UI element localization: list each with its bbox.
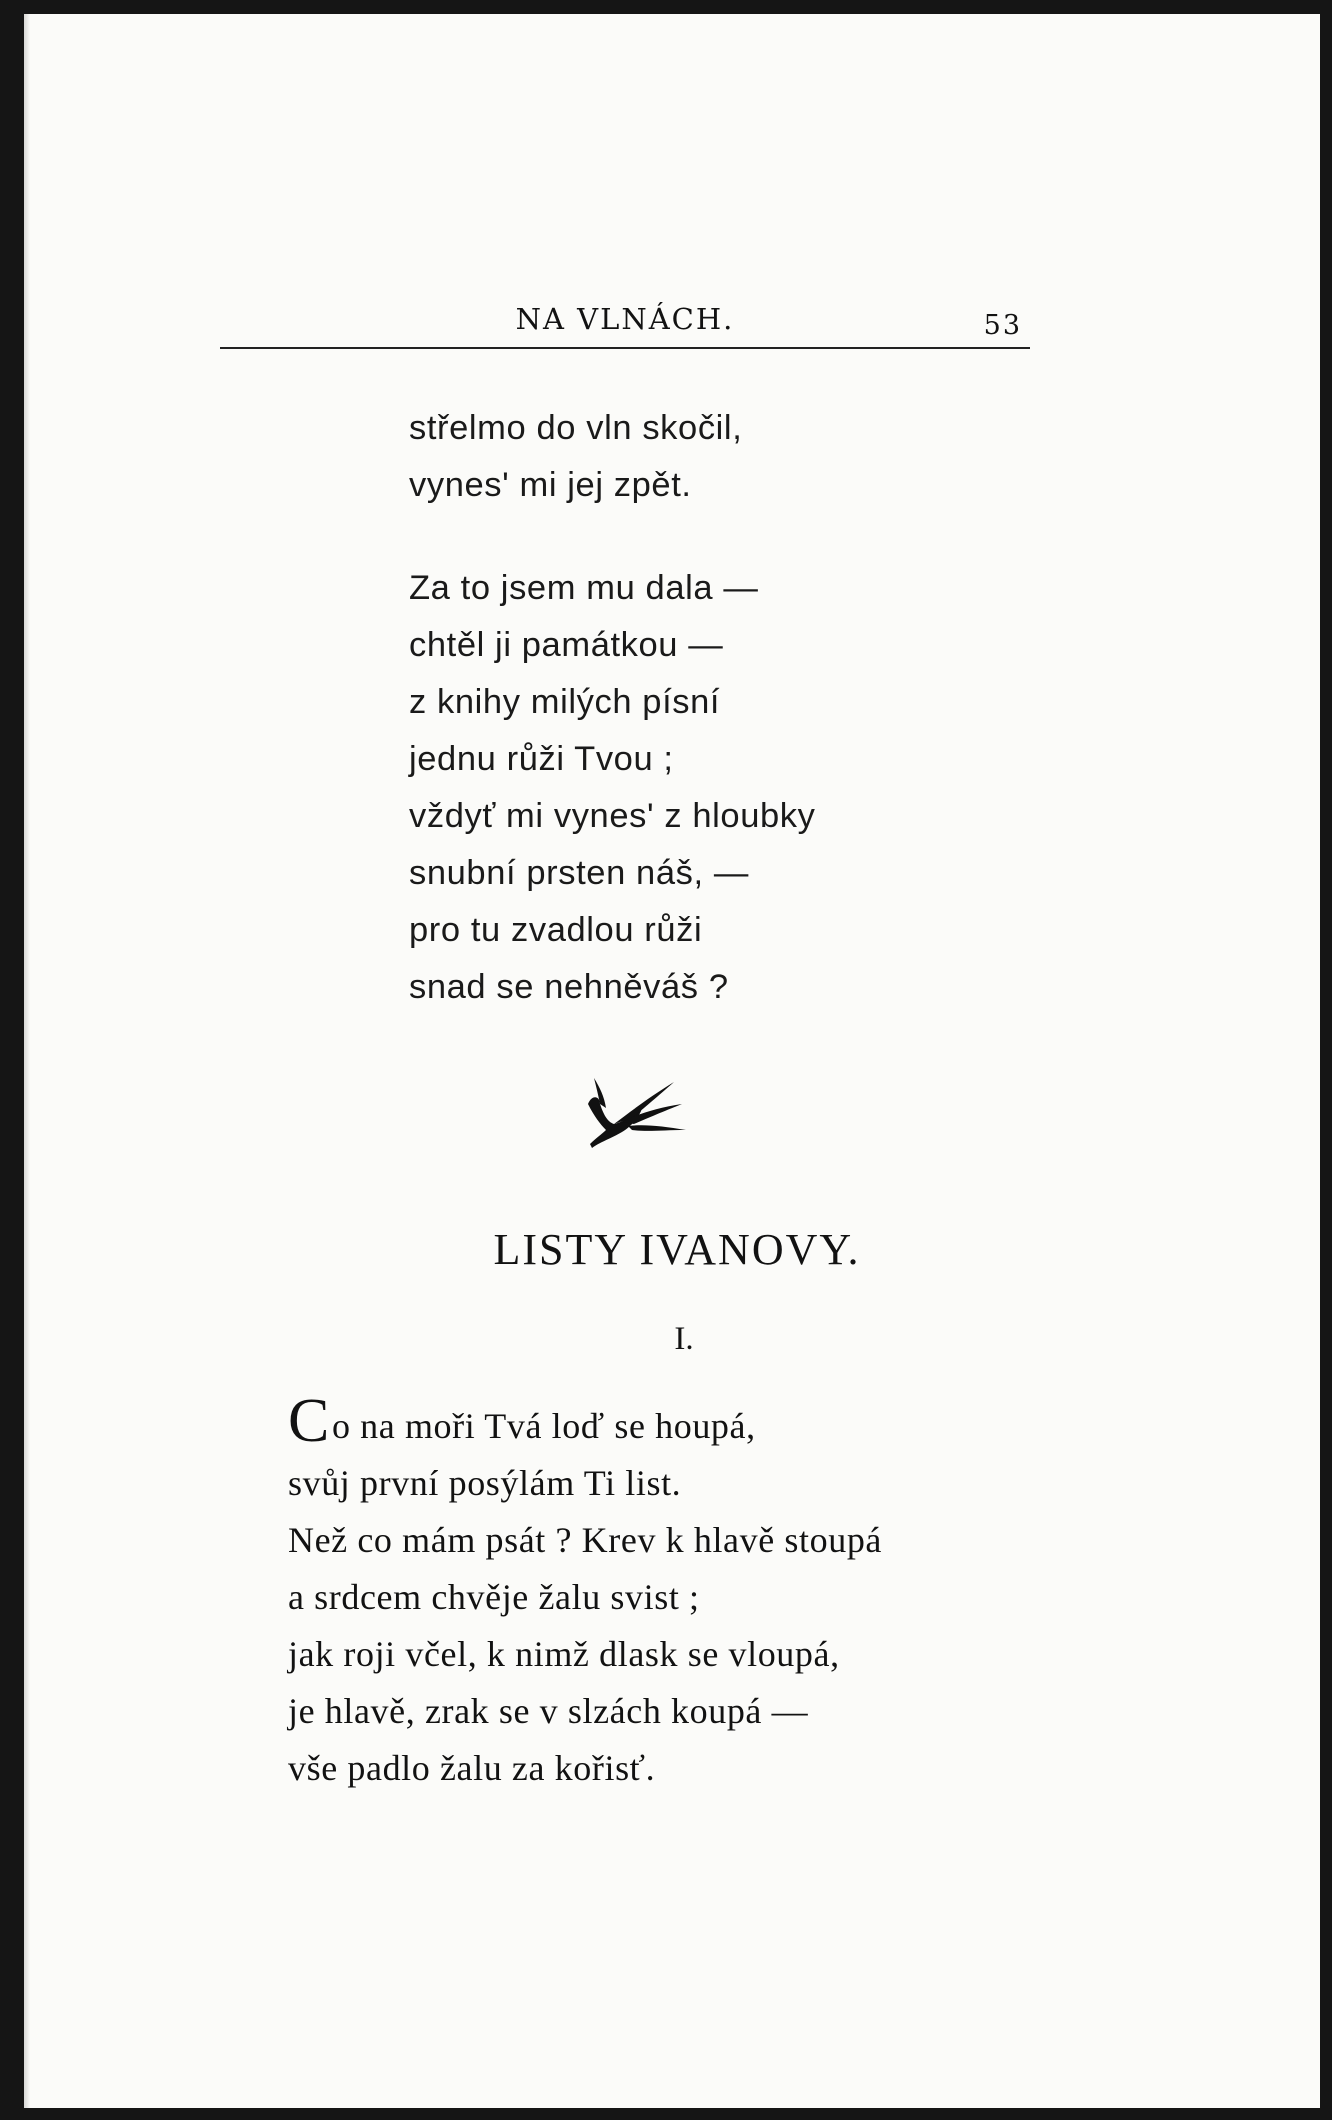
verse-line: a srdcem chvěje žalu svist ; bbox=[288, 1577, 700, 1617]
swallow-icon bbox=[578, 1064, 688, 1154]
verse-line: střelmo do vln skočil, bbox=[409, 409, 743, 447]
verse-line-rest: o na moři Tvá loď se houpá, bbox=[331, 1406, 756, 1446]
verse-line: svůj první posýlám Ti list. bbox=[288, 1463, 682, 1503]
section-title: LISTY IVANOVY. bbox=[493, 1225, 861, 1274]
running-head bbox=[220, 276, 1030, 346]
page-edge bbox=[24, 14, 30, 2108]
verse-line: Než co mám psát ? Krev k hlavě stoupá bbox=[288, 1520, 882, 1560]
page-number: 53 bbox=[983, 310, 1022, 341]
section-number: I. bbox=[674, 1321, 694, 1357]
header-rule bbox=[220, 347, 1030, 349]
verse-line: je hlavě, zrak se v slzách koupá — bbox=[288, 1691, 809, 1731]
verse-line: Za to jsem mu dala — bbox=[409, 569, 759, 607]
verse-line: jak roji včel, k nimž dlask se vloupá, bbox=[288, 1634, 840, 1674]
verse-line: snad se nehněváš ? bbox=[409, 968, 729, 1006]
stanza bbox=[409, 560, 816, 1016]
verse-line: vynes' mi jej zpět. bbox=[409, 466, 692, 504]
running-title: NA VLNÁCH. bbox=[515, 302, 735, 336]
verse-line-first bbox=[288, 1387, 882, 1455]
poem bbox=[288, 1387, 882, 1797]
verse-line: vždyť mi vynes' z hloubky bbox=[409, 797, 816, 835]
verse-line: chtěl ji památkou — bbox=[409, 626, 724, 664]
verse-line: vše padlo žalu za kořisť. bbox=[288, 1748, 656, 1788]
drop-cap: C bbox=[288, 1387, 330, 1455]
verse-line: jednu růži Tvou ; bbox=[409, 740, 674, 778]
verse-line: snubní prsten náš, — bbox=[409, 854, 749, 892]
verse-line: z knihy milých písní bbox=[409, 683, 721, 721]
book-page bbox=[24, 14, 1320, 2108]
verse-line: pro tu zvadlou růži bbox=[409, 911, 703, 949]
stanza-continued bbox=[409, 400, 742, 514]
